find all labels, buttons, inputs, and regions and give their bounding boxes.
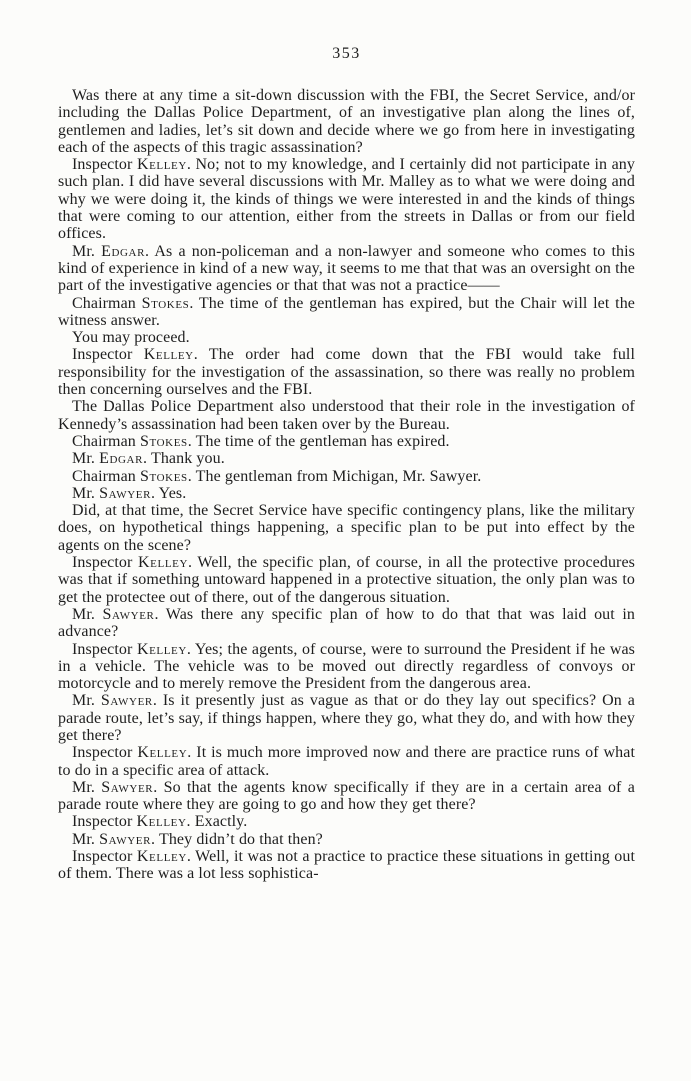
speaker-name: Stokes — [140, 432, 188, 450]
speaker-name: Stokes — [140, 467, 188, 485]
transcript-paragraph: The Dallas Police Department also understood that their role in the investigation of Kennedy’s assassination had been taken over by the Bureau. — [58, 398, 635, 433]
speaker-name: Kelley — [136, 156, 187, 174]
transcript-paragraph: Mr. Sawyer. They didn’t do that then? — [72, 830, 323, 848]
transcript-paragraph: Chairman Stokes. The time of the gentleman has expired. — [72, 432, 450, 450]
transcript-paragraph: Mr. Sawyer. Was there any specific plan of how to do that that was laid out in advance? — [58, 605, 635, 641]
transcript-paragraph: Did, at that time, the Secret Service have specific contingency plans, like the military does, on hypothetical things happening, a specific plan to be put into effect by the agents on the scene? — [58, 502, 635, 554]
transcript-paragraph: Mr. Edgar. As a non-policeman and a non-lawyer and someone who comes to this kind of experience in kind of a new way, it seems to me that that was an oversight on the part of the investigative agencies or that that was not a practice—— — [58, 242, 635, 295]
page-number: 353 — [332, 45, 361, 62]
transcript-paragraph: Inspector Kelley. Exactly. — [72, 813, 248, 831]
speaker-name: Sawyer — [101, 778, 154, 796]
speaker-name: Kelley — [136, 813, 187, 831]
transcript-paragraph: Inspector Kelley. The order had come down that the FBI would take full responsibility for the investigation of the assassination, so there was really no problem then concerning ourselves and the FBI. — [58, 346, 636, 399]
speaker-name: Sawyer — [99, 830, 152, 848]
speaker-name: Edgar — [99, 450, 144, 468]
transcript-paragraph: Inspector Kelley. Yes; the agents, of course, were to surround the President if he was in a vehicle. The vehicle was to be moved out directly regardless of convoys or motorcycle and to merely remove the President from the dangerous area. — [58, 640, 636, 693]
speaker-name: Stokes — [141, 294, 190, 312]
transcript-paragraph: Chairman Stokes. The gentleman from Michigan, Mr. Sawyer. — [72, 467, 482, 485]
transcript-paragraph: You may proceed. — [72, 329, 190, 347]
transcript-paragraph: Mr. Sawyer. Is it presently just as vague as that or do they lay out specifics? On a parade route, let’s say, if things happen, where they go, what they do, and with how they get there? — [58, 692, 635, 744]
transcript-paragraph: Mr. Sawyer. Yes. — [72, 484, 187, 502]
speaker-name: Kelley — [143, 346, 194, 364]
speaker-name: Sawyer — [99, 484, 152, 502]
transcript-paragraph: Inspector Kelley. Well, the specific plan, of course, in all the protective procedures was that if something untoward happened in a protective situation, the only plan was to get the protectee out of there, out of the dangerous situation. — [58, 554, 636, 606]
speaker-name: Edgar — [101, 242, 146, 260]
transcript-paragraph: Inspector Kelley. No; not to my knowledge, and I certainly did not participate in any such plan. I did have several discussions with Mr. Malley as to what we were doing and why we were doing it, the kinds of things we were interested in and the kinds of things that were coming to our attention, either from the streets in Dallas or from our field offices. — [58, 156, 635, 243]
transcript-paragraph: Mr. Sawyer. So that the agents know specifically if they are in a certain area of a parade route where they are going to go and how they get there? — [58, 778, 635, 814]
speaker-name: Sawyer — [100, 692, 153, 710]
speaker-name: Kelley — [138, 554, 189, 572]
speaker-name: Kelley — [137, 744, 188, 762]
transcript-paragraph: Inspector Kelley. Well, it was not a practice to practice these situations in getting out of them. There was a lot less sophistica- — [58, 848, 635, 883]
speaker-name: Kelley — [136, 848, 187, 866]
transcript-paragraph: Was there at any time a sit-down discussion with the FBI, the Secret Service, and/or including the Dallas Police Department, of an investigative plan along the lines of, gentlemen and ladies, let’s sit down and decide where we go from here in investigating each of the aspects of this tragic assassination? — [58, 87, 635, 156]
transcript-paragraph: Mr. Edgar. Thank you. — [72, 450, 225, 468]
speaker-name: Sawyer — [102, 605, 155, 623]
speaker-name: Kelley — [136, 640, 187, 658]
transcript-paragraph: Inspector Kelley. It is much more improved now and there are practice runs of what to do in a specific area of attack. — [58, 744, 635, 779]
transcript-paragraph: Chairman Stokes. The time of the gentleman has expired, but the Chair will let the witness answer. — [58, 294, 635, 329]
transcript-body — [58, 87, 635, 883]
